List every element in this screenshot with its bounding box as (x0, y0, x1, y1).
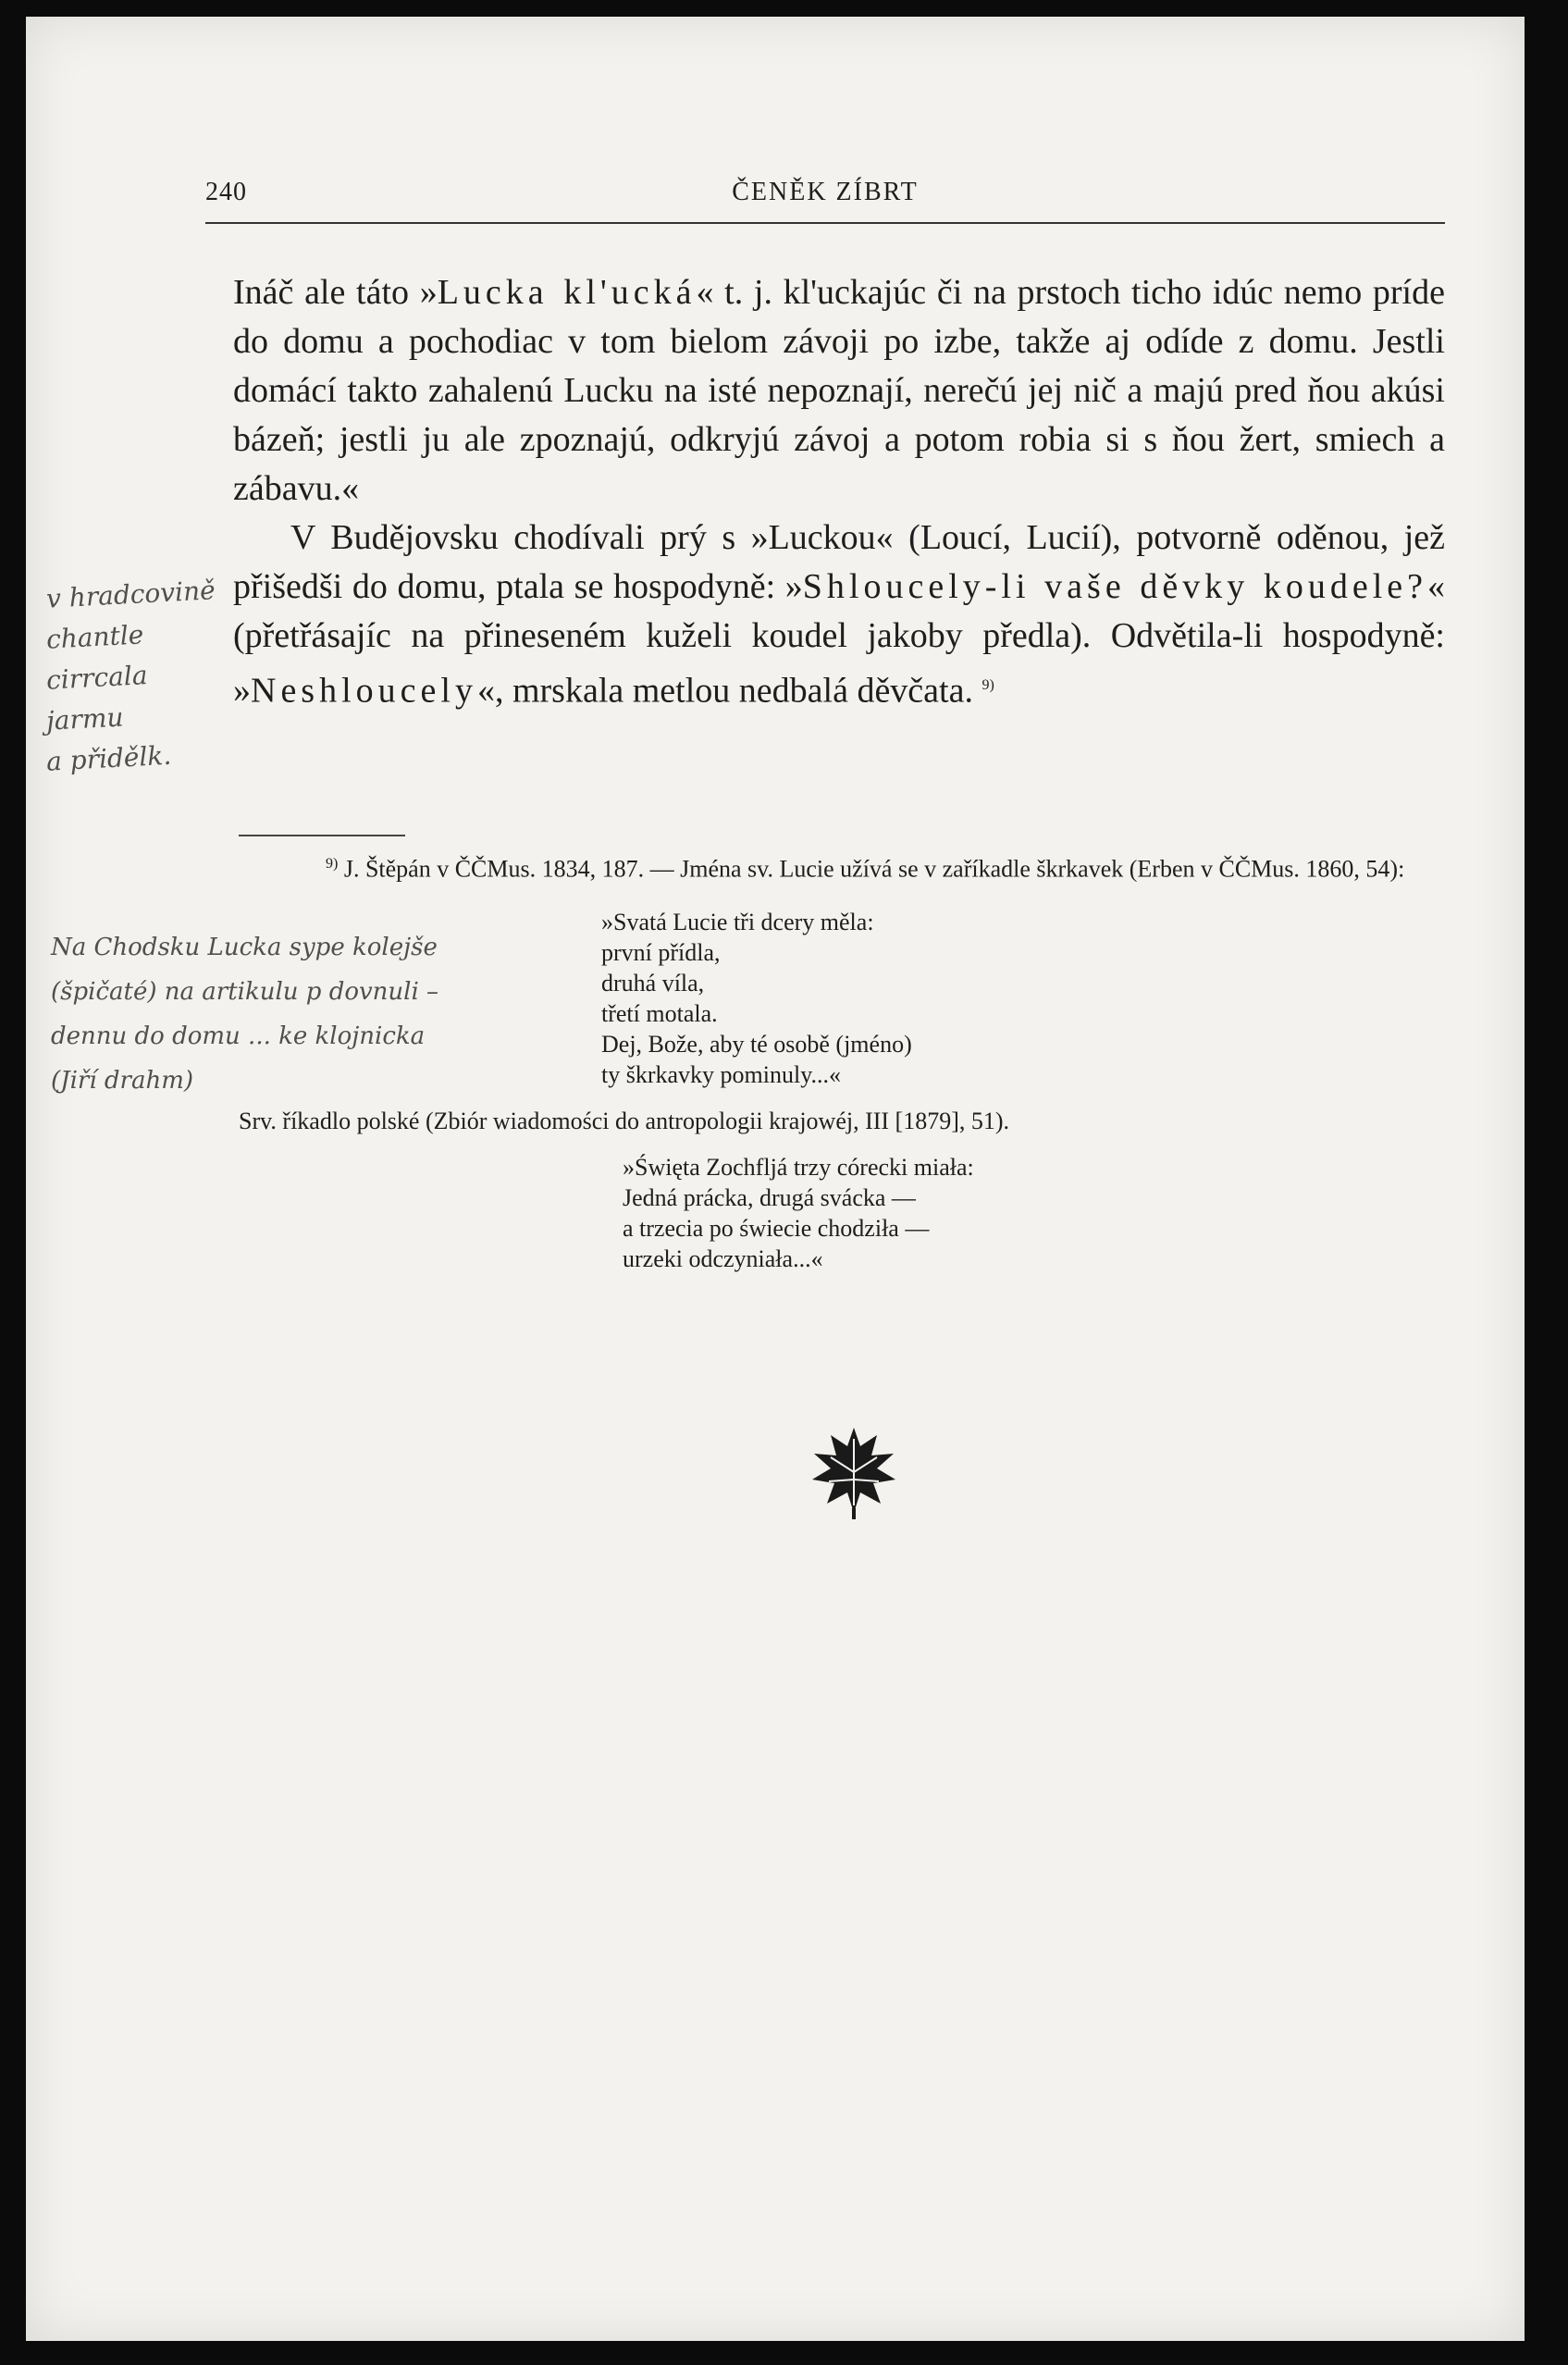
footnote-srv (239, 1106, 1451, 1137)
spaced-phrase: Shloucely-li vaše děvky koudele? (802, 567, 1427, 606)
handwritten-note: cirrcala (45, 660, 149, 696)
poem-line: »Święta Zochfljá trzy córecki miała: (623, 1154, 974, 1181)
footnote-ref: 9) (982, 677, 994, 693)
srv-line: Srv. říkadlo polské (Zbiór wiadomości do antropologii krajowéj, III [1879], 51). (239, 1108, 1010, 1134)
leaf-ornament-icon (803, 1420, 905, 1522)
footnote-9: $^{9)}$ J. Štěpán v ČČMus. 1834, 187. — Jména sv. Lucie užívá se v zaříkadle škrkavek (Erben v ČČMus. 1860, 54): (326, 855, 1405, 883)
handwritten-note: (špičaté) na artikulu p dovnuli – (51, 978, 439, 1006)
footnote-marker: 9) (326, 856, 339, 872)
poem-line: třetí motala. (601, 1000, 718, 1027)
poem-line: ty škrkavky pominuly...« (601, 1061, 842, 1088)
handwritten-margin-notes (46, 574, 250, 777)
poem-line: Jedná prácka, drugá svácka — (623, 1184, 916, 1211)
poem-line: a trzecia po świecie chodziła — (623, 1215, 930, 1242)
handwritten-note: chantle (45, 619, 145, 655)
handwritten-note: (Jiří drahm) (51, 1067, 194, 1095)
footnote-rule (239, 835, 405, 836)
spaced-phrase: Neshloucely (251, 671, 477, 711)
poem-line: první přídla, (601, 939, 721, 966)
handwritten-note: jarmu (45, 701, 125, 737)
handwritten-note: v hradcovině (45, 575, 216, 614)
czech-poem (601, 907, 1156, 1090)
paragraph-1: Ináč ale táto »Lucka kl'ucká« t. j. kl'uckajúc či na prstoch ticho idúc nemo príde do domu a pochodiac v tom bielom závoji po izbe, takže aj odíde z domu. Jestli domácí takto zahalenú Lucku na isté nepoznají, nerečú jej nič a majú pred ňou akúsi bázeň; jestli ju ale zpoznajú, odkryjú závoj a potom robia si s ňou žert, smiech a zábavu.« (233, 273, 1445, 508)
polish-poem (623, 1152, 1178, 1274)
handwritten-note: dennu do domu ... ke klojnicka (51, 1022, 426, 1050)
main-text (233, 268, 1445, 716)
poem-line: druhá víla, (601, 970, 705, 997)
handwritten-note: a přidělk. (45, 739, 172, 777)
footnotes (233, 837, 1445, 885)
handwritten-footnote-notes (51, 925, 624, 1103)
page-header (205, 178, 1445, 215)
running-title: ČENĚK ZÍBRT (732, 178, 919, 206)
page-number: 240 (205, 178, 247, 206)
header-rule (205, 222, 1445, 224)
spaced-phrase: Lucka kl'ucká (437, 273, 697, 312)
poem-line: urzeki odczyniała...« (623, 1245, 823, 1272)
poem-line: »Svatá Lucie tři dcery měla: (601, 909, 874, 935)
handwritten-note: Na Chodsku Lucka sype kolejše (51, 934, 438, 961)
poem-line: Dej, Bože, aby té osobě (jméno) (601, 1031, 912, 1058)
paragraph-2: V Budějovsku chodívali prý s »Luckou« (Loucí, Lucií), potvorně oděnou, jež přišedši do domu, ptala se hospodyně: »Shloucely-li vaše děvky koudele?« (přetřásajíc na přineseném kuželi koudel jakoby předla). Odvětila-li hospodyně: »Neshloucely«, mrskala metlou nedbalá děvčata. $^{9)}$ (233, 518, 1445, 711)
